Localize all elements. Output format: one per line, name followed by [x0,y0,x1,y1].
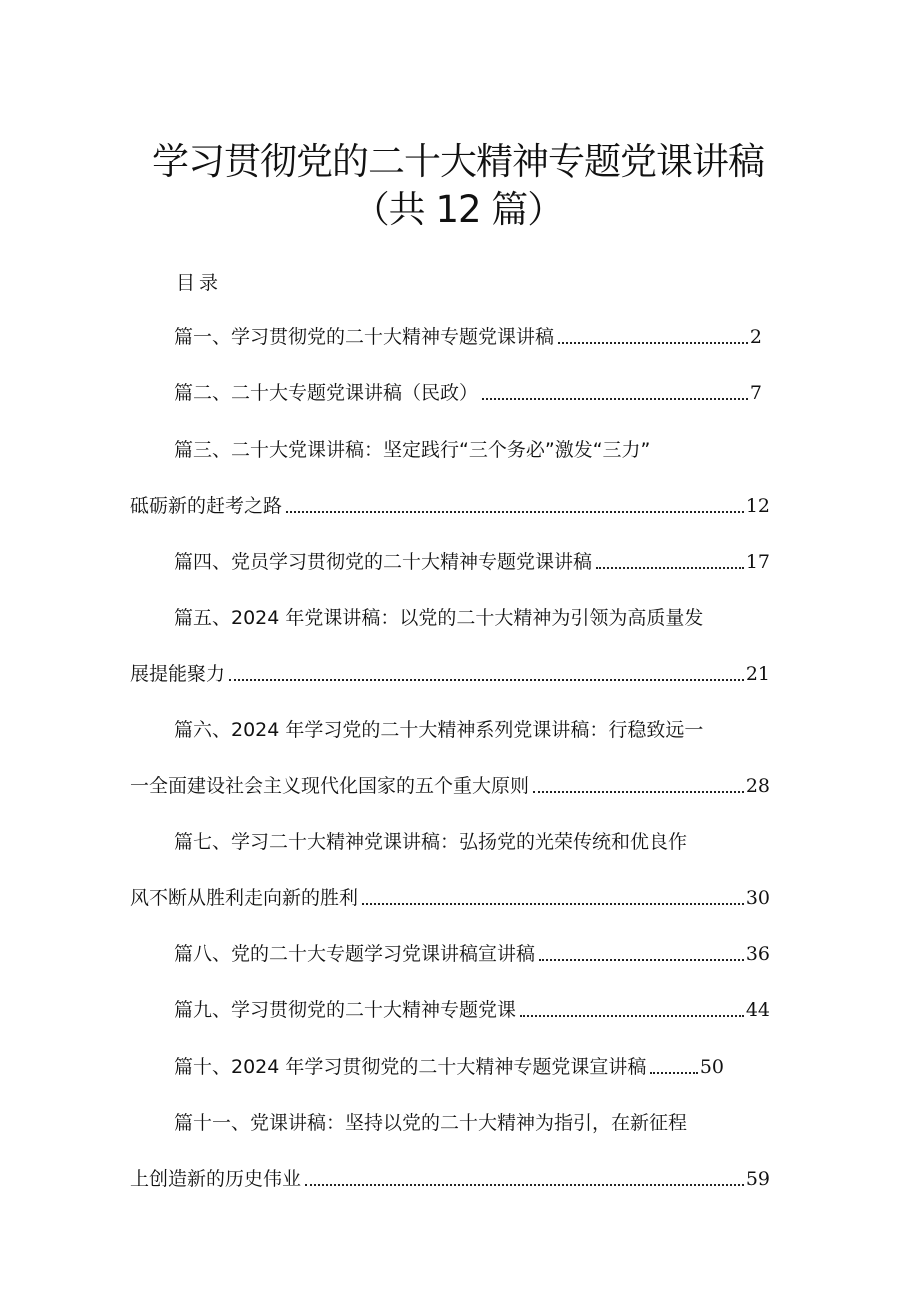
toc-entry-title-continued: 一全面建设社会主义现代化国家的五个重大原则 [130,775,530,797]
toc-entry-title: 篇二、二十大专题党课讲稿（民政） [174,382,479,404]
toc-entry-title-continued: 上创造新的历史伟业 [130,1168,302,1190]
toc-entry-title: 篇九、学习贯彻党的二十大精神专题党课 [174,999,517,1021]
toc-entry-title: 篇八、党的二十大专题学习党课讲稿宣讲稿 [174,943,536,965]
toc-leader-dots [596,567,744,569]
toc-leader-dots [558,342,748,344]
toc-entry-10[interactable] [174,1050,724,1080]
toc-entry-title-continued: 砥砺新的赶考之路 [130,495,283,517]
toc-entry-title-continued: 风不断从胜利走向新的胜利 [130,887,359,909]
toc-leader-dots [533,791,744,793]
toc-entry-8[interactable] [174,937,770,967]
toc-entry-title: 篇七、学习二十大精神党课讲稿：弘扬党的光荣传统和优良作 [174,831,688,853]
toc-page-number: 36 [745,943,770,965]
toc-page-number: 28 [745,775,770,797]
toc-entry-1[interactable] [174,320,762,350]
toc-entry-title: 篇六、2024 年学习党的二十大精神系列党课讲稿：行稳致远一 [174,719,704,741]
toc-leader-dots [520,1015,744,1017]
toc-heading: 目录 [176,272,223,294]
toc-entry-title: 篇三、二十大党课讲稿：坚定践行“三个务必”激发“三力” [174,439,651,461]
toc-entry-9[interactable] [174,993,770,1023]
toc-page-number: 12 [745,495,770,517]
toc-leader-dots [286,511,744,513]
toc-leader-dots [482,398,748,400]
toc-entry-title: 篇十一、党课讲稿：坚持以党的二十大精神为指引，在新征程 [174,1112,688,1134]
toc-entry-title-continued: 展提能聚力 [130,663,226,685]
toc-page-number: 7 [749,382,762,404]
toc-page-number: 2 [749,326,762,348]
toc-entry-5-line-2[interactable] [130,657,770,687]
toc-page-number: 21 [745,663,770,685]
toc-leader-dots [650,1072,697,1074]
document-title: 学习贯彻党的二十大精神专题党课讲稿（共 12 篇） [152,140,764,231]
toc-entry-title: 篇四、党员学习贯彻党的二十大精神专题党课讲稿 [174,551,593,573]
toc-entry-title: 篇五、2024 年党课讲稿：以党的二十大精神为引领为高质量发 [174,607,704,629]
toc-entry-6-line-2[interactable] [130,769,770,799]
toc-page-number: 17 [745,551,770,573]
toc-entry-3-line-1[interactable] [174,433,774,463]
toc-entry-7-line-1[interactable] [174,825,774,855]
toc-entry-11-line-1[interactable] [174,1106,774,1136]
toc-page-number: 30 [745,887,770,909]
toc-entry-6-line-1[interactable] [174,713,774,743]
toc-page-number: 44 [745,999,770,1021]
toc-leader-dots [229,679,744,681]
toc-leader-dots [539,959,744,961]
toc-entry-5-line-1[interactable] [174,601,774,631]
toc-leader-dots [362,903,744,905]
toc-entry-4[interactable] [174,545,770,575]
toc-entry-3-line-2[interactable] [130,489,770,519]
toc-page-number: 59 [745,1168,770,1190]
toc-page-number: 50 [699,1056,724,1078]
toc-entry-7-line-2[interactable] [130,881,770,911]
toc-entry-title: 篇十、2024 年学习贯彻党的二十大精神专题党课宣讲稿 [174,1056,647,1078]
toc-entry-11-line-2[interactable] [130,1162,770,1192]
toc-entry-2[interactable] [174,376,762,406]
toc-entry-title: 篇一、学习贯彻党的二十大精神专题党课讲稿 [174,326,555,348]
toc-leader-dots [305,1184,744,1186]
